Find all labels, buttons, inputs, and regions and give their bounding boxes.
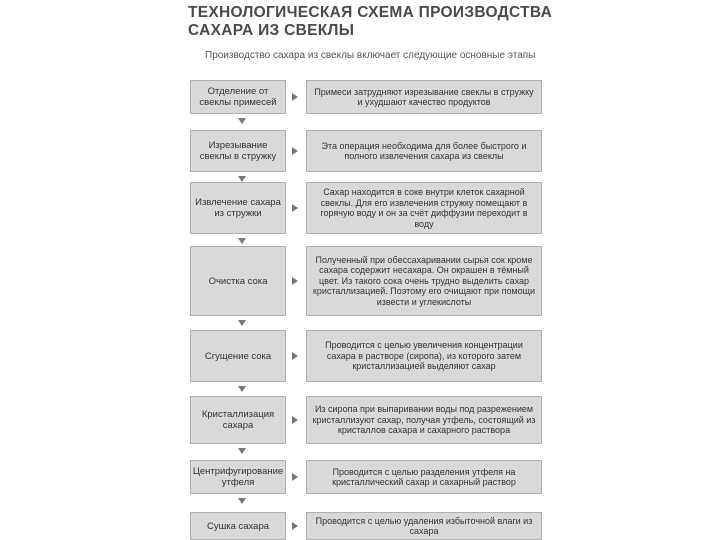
down-arrow-icon — [238, 448, 246, 454]
right-arrow-icon — [292, 277, 298, 285]
stage-box: Очистка сока — [190, 246, 286, 316]
right-arrow-icon — [292, 522, 298, 530]
down-arrow-icon — [238, 320, 246, 326]
title-line-1: ТЕХНОЛОГИЧЕСКАЯ СХЕМА ПРОИЗВОДСТВА — [188, 4, 553, 21]
stage-box: Извлечение сахара из стружки — [190, 182, 286, 234]
description-box: Проводится с целью увеличения концентрации сахара в растворе (сиропа), из которого затем кристаллизацией выделяют сахар — [306, 330, 542, 382]
down-arrow-icon — [238, 118, 246, 124]
stage-box: Сушка сахара — [190, 512, 286, 540]
down-arrow-icon — [238, 386, 246, 392]
title-line-2: САХАРА ИЗ СВЕКЛЫ — [188, 22, 355, 39]
right-arrow-icon — [292, 473, 298, 481]
description-box: Полученный при обессахаривании сырья сок кроме сахара содержит несахара. Он окрашен в тёмный цвет. Из такого сока очень трудно выделить сахар кристаллизацией. Поэтому его очищают при помощи извести и углекислоты — [306, 246, 542, 316]
stage-box: Кристаллизация сахара — [190, 396, 286, 444]
intro-text: Производство сахара из свеклы включает следующие основные этапы — [205, 50, 536, 61]
right-arrow-icon — [292, 93, 298, 101]
description-box: Сахар находится в соке внутри клеток сахарной свеклы. Для его извлечения стружку помещают в горячую воду и он за счёт диффузии переходит в воду — [306, 182, 542, 234]
description-box: Примеси затрудняют изрезывание свеклы в стружку и ухудшают качество продуктов — [306, 80, 542, 114]
down-arrow-icon — [238, 238, 246, 244]
right-arrow-icon — [292, 147, 298, 155]
stage-box: Изрезывание свеклы в стружку — [190, 130, 286, 172]
stage-box: Сгущение сока — [190, 330, 286, 382]
stage-box: Отделение от свеклы примесей — [190, 80, 286, 114]
description-box: Проводится с целью удаления избыточной влаги из сахара — [306, 512, 542, 540]
description-box: Из сиропа при выпаривании воды под разрежением кристаллизуют сахар, получая утфель, состоящий из кристаллов сахара и сахарного раствора — [306, 396, 542, 444]
down-arrow-icon — [238, 498, 246, 504]
stage-box: Центрифугирование утфеля — [190, 460, 286, 494]
right-arrow-icon — [292, 204, 298, 212]
right-arrow-icon — [292, 352, 298, 360]
right-arrow-icon — [292, 416, 298, 424]
description-box: Эта операция необходима для более быстрого и полного извлечения сахара из свеклы — [306, 130, 542, 172]
description-box: Проводится с целью разделения утфеля на кристаллический сахар и сахарный раствор — [306, 460, 542, 494]
diagram-title — [188, 4, 608, 40]
